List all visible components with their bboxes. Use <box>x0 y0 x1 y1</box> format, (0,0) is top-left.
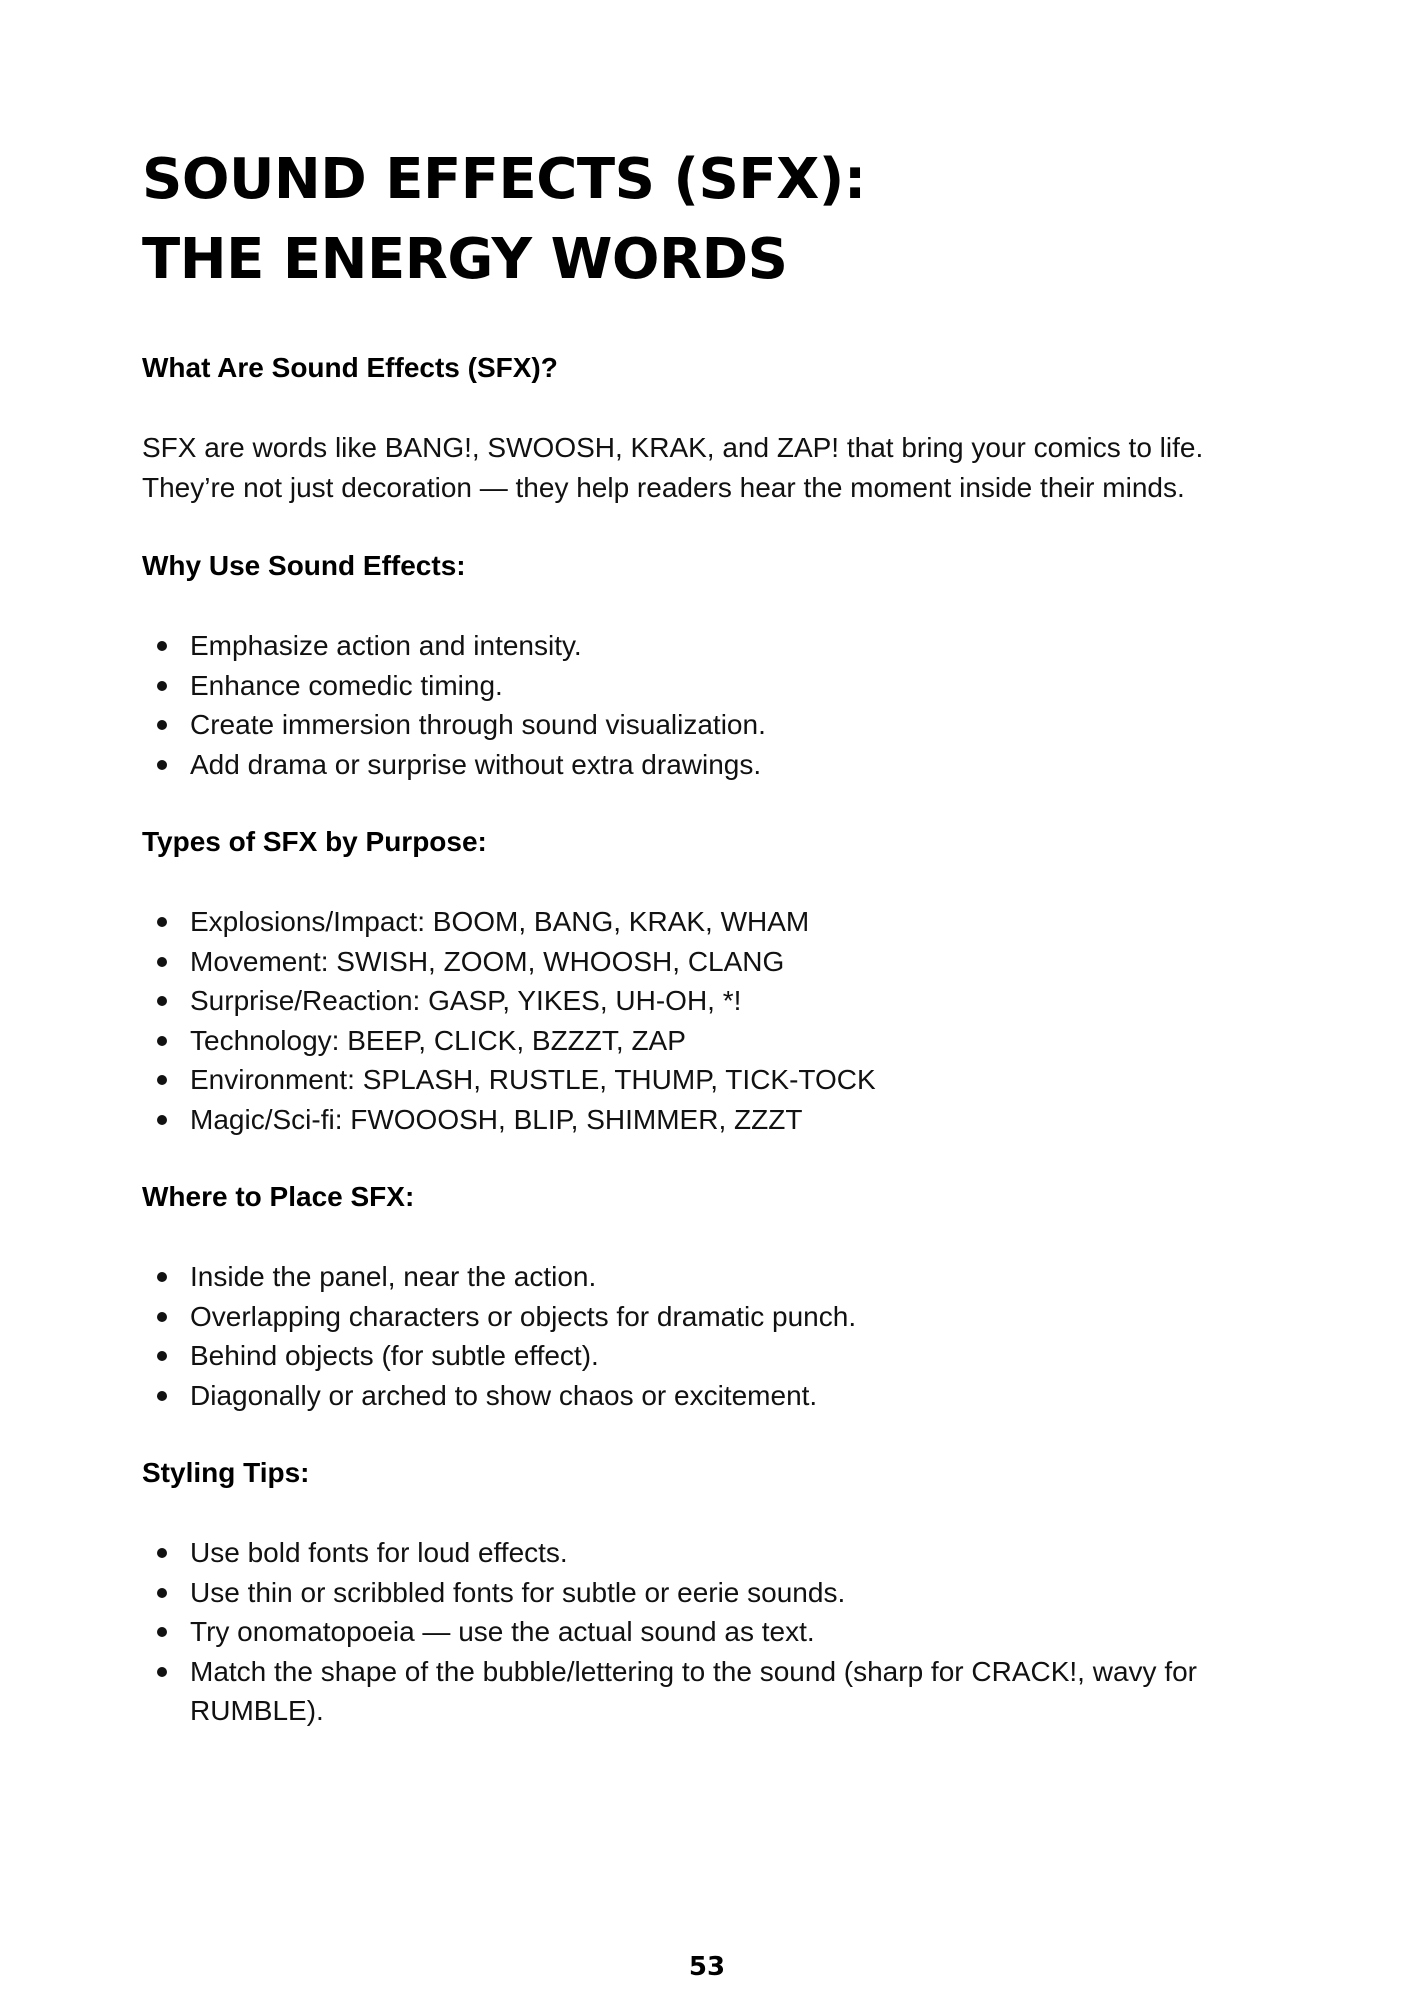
page-number: 53 <box>688 1952 726 1982</box>
list-item <box>190 666 1282 706</box>
section-heading-why-use-sfx: Why Use Sound Effects: <box>142 550 466 581</box>
bullet-icon <box>157 760 167 770</box>
section-heading-where-to-place-sfx: Where to Place SFX: <box>142 1181 415 1212</box>
section-heading-what-are-sfx: What Are Sound Effects (SFX)? <box>142 352 558 383</box>
bullet-list-where-to-place-sfx <box>142 1257 1282 1415</box>
bullet-icon <box>157 641 167 651</box>
list-item <box>190 1060 1282 1100</box>
list-item-text: Try onomatopoeia — use the actual sound as text. <box>190 1616 815 1647</box>
page-content <box>142 140 1282 1731</box>
list-item-text: Inside the panel, near the action. <box>190 1261 597 1292</box>
list-item <box>190 705 1282 745</box>
page-title-line-1: SOUND EFFECTS (SFX): <box>142 147 866 212</box>
bullet-icon <box>157 1391 167 1401</box>
list-item-text: Enhance comedic timing. <box>190 669 503 701</box>
list-item <box>190 1573 1282 1613</box>
section-paragraph-what-are-sfx: SFX are words like BANG!, SWOOSH, KRAK, and ZAP! that bring your comics to life. They’re not just decoration — they help readers hear the moment inside their minds. <box>142 432 1204 503</box>
list-item-text: Create immersion through sound visualization. <box>190 709 766 740</box>
list-item-text: Magic/Sci-fi: FWOOOSH, BLIP, SHIMMER, ZZZT <box>190 1103 803 1135</box>
page-title <box>142 140 1282 300</box>
bullet-icon <box>157 720 167 730</box>
list-item-text: Use thin or scribbled fonts for subtle or eerie sounds. <box>190 1576 846 1608</box>
list-item-text: Environment: SPLASH, RUSTLE, THUMP, TICK-TOCK <box>190 1064 876 1095</box>
list-item-text: Explosions/Impact: BOOM, BANG, KRAK, WHAM <box>190 906 810 937</box>
list-item <box>190 1297 1282 1337</box>
bullet-icon <box>157 1627 167 1637</box>
list-item <box>190 942 1282 982</box>
bullet-icon <box>157 1667 167 1677</box>
list-item <box>190 1652 1282 1731</box>
list-item-text: Emphasize action and intensity. <box>190 630 582 661</box>
list-item-text: Technology: BEEP, CLICK, BZZZT, ZAP <box>190 1024 686 1056</box>
list-item <box>190 1336 1282 1376</box>
list-item-text: Overlapping characters or objects for dramatic punch. <box>190 1300 857 1332</box>
list-item-text: Movement: SWISH, ZOOM, WHOOSH, CLANG <box>190 945 785 977</box>
list-item-text: Diagonally or arched to show chaos or excitement. <box>190 1379 818 1411</box>
bullet-list-why-use-sfx <box>142 626 1282 784</box>
bullet-icon <box>157 1351 167 1361</box>
list-item-text: Surprise/Reaction: GASP, YIKES, UH-OH, *! <box>190 985 742 1016</box>
list-item-text: Behind objects (for subtle effect). <box>190 1340 599 1371</box>
list-item <box>190 902 1282 942</box>
list-item <box>190 1100 1282 1140</box>
list-item <box>190 1257 1282 1297</box>
bullet-list-styling-tips <box>142 1533 1282 1731</box>
bullet-icon <box>157 1075 167 1085</box>
bullet-icon <box>157 1036 167 1046</box>
bullet-icon <box>157 957 167 967</box>
list-item <box>190 626 1282 666</box>
page-title-line-2: THE ENERGY WORDS <box>142 227 788 292</box>
bullet-list-types-of-sfx <box>142 902 1282 1139</box>
bullet-icon <box>157 996 167 1006</box>
list-item-text: Match the shape of the bubble/lettering to the sound (sharp for CRACK!, wavy for RUMBLE). <box>190 1655 1197 1726</box>
bullet-icon <box>157 1588 167 1598</box>
bullet-icon <box>157 917 167 927</box>
bullet-icon <box>157 1115 167 1125</box>
bullet-icon <box>157 681 167 691</box>
bullet-icon <box>157 1312 167 1322</box>
bullet-icon <box>157 1548 167 1558</box>
section-heading-types-of-sfx: Types of SFX by Purpose: <box>142 826 487 857</box>
list-item <box>190 745 1282 785</box>
list-item <box>190 1021 1282 1061</box>
list-item <box>190 981 1282 1021</box>
list-item-text: Use bold fonts for loud effects. <box>190 1537 568 1568</box>
list-item <box>190 1612 1282 1652</box>
bullet-icon <box>157 1272 167 1282</box>
list-item <box>190 1533 1282 1573</box>
list-item <box>190 1376 1282 1416</box>
list-item-text: Add drama or surprise without extra drawings. <box>190 748 762 780</box>
section-heading-styling-tips: Styling Tips: <box>142 1457 310 1488</box>
